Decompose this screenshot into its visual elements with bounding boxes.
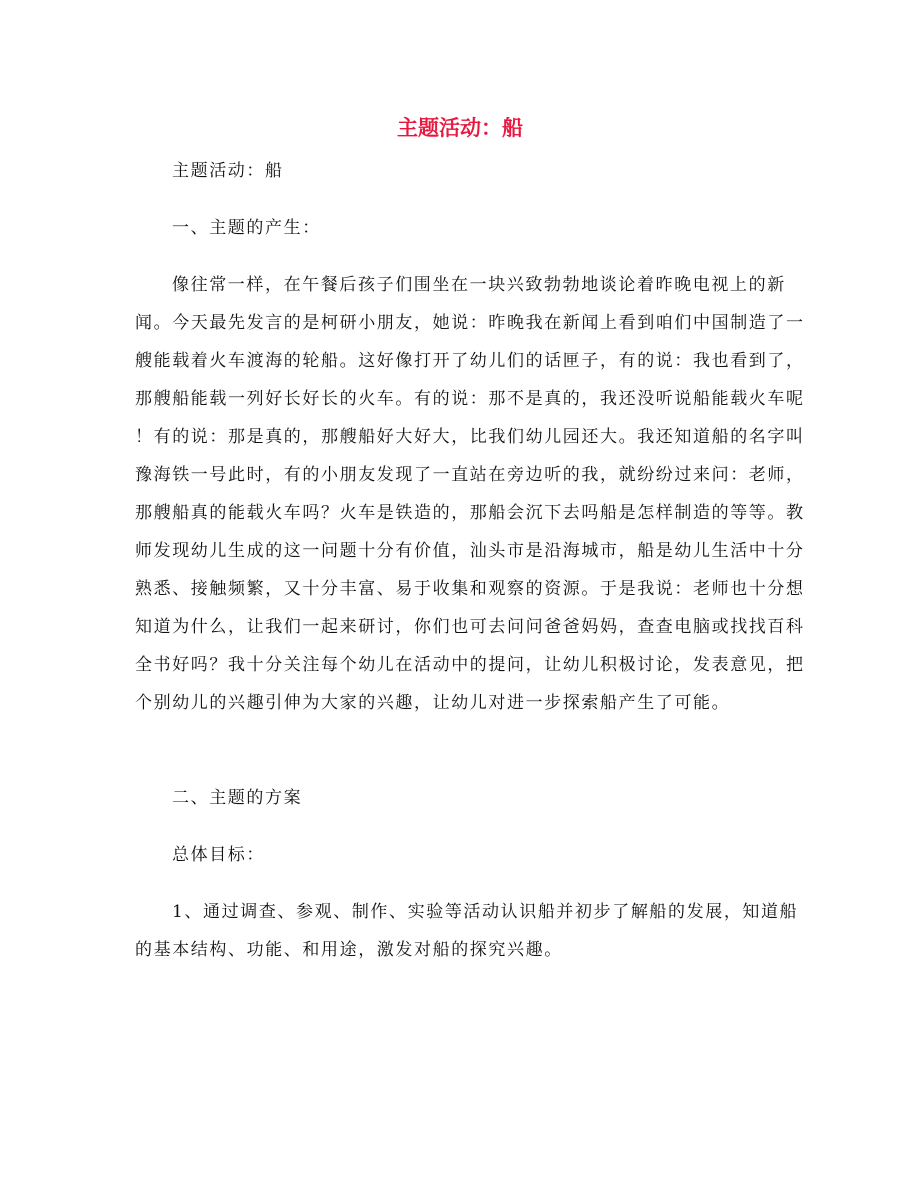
- paragraph-line: 那艘船真的能载火车吗？火车是铁造的，那船会沉下去吗船是怎样制造的等等。教: [135, 503, 805, 523]
- paragraph-line: 像往常一样，在午餐后孩子们围坐在一块兴致勃勃地谈论着昨晚电视上的新: [172, 275, 786, 295]
- paragraph-line: 那艘船能载一列好长好长的火车。有的说：那不是真的，我还没听说船能载火车呢: [135, 389, 805, 409]
- goal-line: 的基本结构、功能、和用途，激发对船的探究兴趣。: [135, 940, 563, 960]
- paragraph-line: 个别幼儿的兴趣引伸为大家的兴趣，让幼儿对进一步探索船产生了可能。: [135, 693, 731, 713]
- paragraph-line: 全书好吗？我十分关注每个幼儿在活动中的提问，让幼儿积极讨论，发表意见，把: [135, 655, 805, 675]
- paragraph-line: 闻。今天最先发言的是柯研小朋友，她说：昨晚我在新闻上看到咱们中国制造了一: [135, 313, 805, 333]
- paragraph-line: 知道为什么，让我们一起来研讨，你们也可去问问爸爸妈妈，查查电脑或找找百科: [135, 617, 805, 637]
- paragraph-line: 豫海铁一号此时，有的小朋友发现了一直站在旁边听的我，就纷纷过来问：老师，: [135, 465, 805, 485]
- paragraph-line: 熟悉、接触频繁，又十分丰富、易于收集和观察的资源。于是我说：老师也十分想: [135, 579, 805, 599]
- paragraph-line: ！有的说：那是真的，那艘船好大好大，比我们幼儿园还大。我还知道船的名字叫: [135, 427, 805, 447]
- section-heading: 二、主题的方案: [172, 788, 303, 808]
- paragraph-line: 艘能载着火车渡海的轮船。这好像打开了幼儿们的话匣子，有的说：我也看到了，: [135, 351, 805, 371]
- subtitle: 主题活动：船: [172, 161, 284, 181]
- paragraph-line: 师发现幼儿生成的这一问题十分有价值，汕头市是沿海城市，船是幼儿生活中十分: [135, 541, 805, 561]
- document-title: 主题活动：船: [397, 116, 523, 140]
- goals-heading: 总体目标：: [172, 845, 265, 865]
- section-heading: 一、主题的产生：: [172, 218, 321, 238]
- goal-line: 1、通过调查、参观、制作、实验等活动认识船并初步了解船的发展，知道船: [172, 902, 799, 922]
